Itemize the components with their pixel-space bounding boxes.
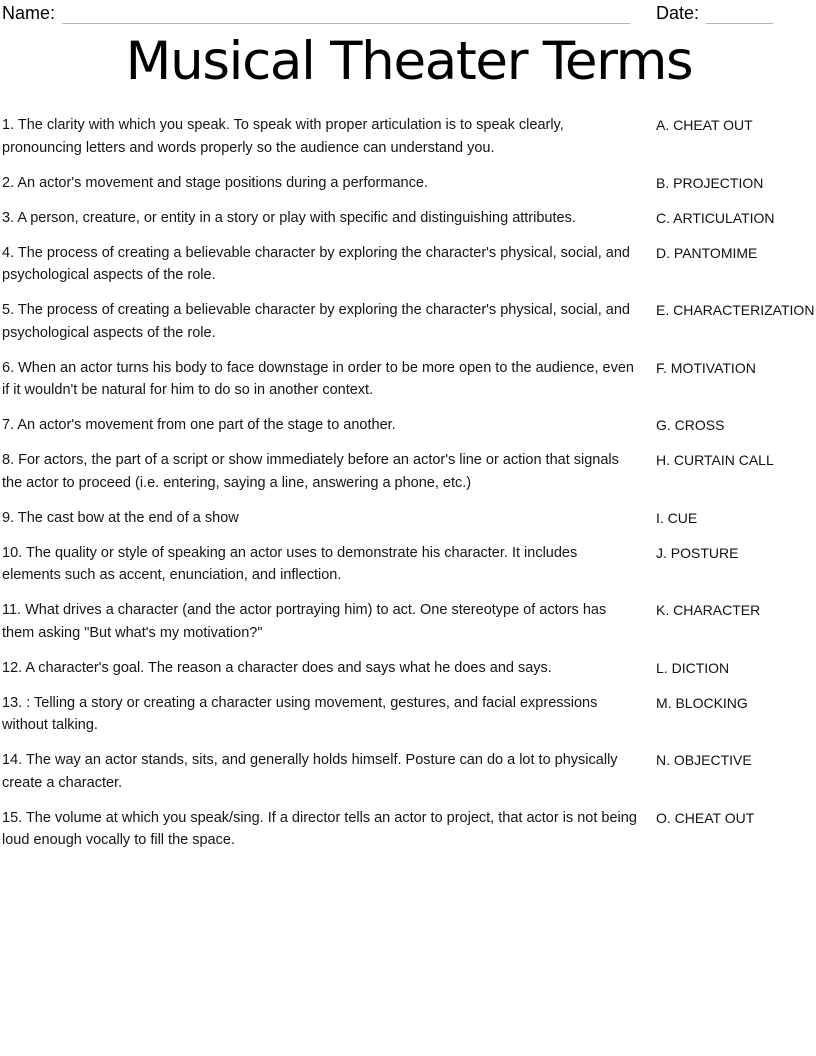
term-entry xyxy=(656,599,760,622)
item-definition: The process of creating a believable character by exploring the character's physical, social, and psychological aspects of the role. xyxy=(2,244,630,283)
term-entry xyxy=(656,807,754,830)
item-number: 9. xyxy=(2,509,15,526)
term-entry xyxy=(656,542,738,565)
term-name: CROSS xyxy=(674,417,725,433)
term-letter: B. xyxy=(656,174,670,191)
term-entry xyxy=(656,507,697,530)
term-name: CHEAT OUT xyxy=(673,117,753,133)
item-definition-text xyxy=(2,692,656,737)
item-definition-text xyxy=(2,507,656,530)
term-name: BLOCKING xyxy=(675,694,748,711)
item-number: 12. xyxy=(2,659,23,676)
item-definition: : Telling a story or creating a character using movement, gestures, and facial expressions without talking. xyxy=(2,694,598,733)
term-letter: C. xyxy=(656,209,670,226)
term-name: CHARACTER xyxy=(673,602,761,618)
term-entry xyxy=(656,357,756,380)
item-definition: The clarity with which you speak. To speak with proper articulation is to speak clearly, pronouncing letters and words properly so the audience can understand you. xyxy=(2,117,564,156)
item-definition-text xyxy=(2,242,656,287)
item-definition: An actor's movement from one part of the stage to another. xyxy=(17,417,396,433)
term-letter: E. xyxy=(656,302,670,318)
term-entry xyxy=(656,657,729,680)
item-definition: The quality or style of speaking an actor uses to demonstrate his character. It includes elements such as accent, enunciation, and inflection. xyxy=(2,544,578,583)
name-blank-line[interactable] xyxy=(62,8,630,24)
term-entry xyxy=(656,414,724,437)
item-definition-text xyxy=(2,414,656,437)
term-letter: G. xyxy=(656,417,671,433)
term-letter: L. xyxy=(656,659,668,676)
term-entry xyxy=(656,749,752,772)
item-definition: When an actor turns his body to face downstage in order to be more open to the audience, even if it wouldn't be natural for him to do so in another context. xyxy=(2,359,634,398)
item-number: 4. xyxy=(2,244,15,261)
item-number: 2. xyxy=(2,174,15,191)
term-name: CHEAT OUT xyxy=(674,809,755,826)
term-name: ARTICULATION xyxy=(673,209,775,226)
matching-list xyxy=(2,114,816,852)
item-definition-text xyxy=(2,172,656,195)
matching-row xyxy=(2,242,815,287)
item-number: 1. xyxy=(2,117,15,133)
matching-row xyxy=(2,414,815,437)
item-definition: The process of creating a believable character by exploring the character's physical, social, and psychological aspects of the role. xyxy=(2,302,630,341)
term-letter: F. xyxy=(656,359,667,376)
item-number: 6. xyxy=(2,359,15,376)
name-label: Name: xyxy=(2,3,56,23)
item-definition: The volume at which you speak/sing. If a director tells an actor to project, that actor is not being loud enough vocally to fill the space. xyxy=(2,809,637,848)
term-letter: J. xyxy=(656,544,667,561)
item-definition: A character's goal. The reason a character does and says what he does and says. xyxy=(25,659,552,676)
term-letter: A. xyxy=(656,117,670,133)
term-entry xyxy=(656,299,814,322)
item-definition-text xyxy=(2,749,656,794)
item-number: 7. xyxy=(2,417,15,433)
term-name: PANTOMIME xyxy=(673,244,758,261)
date-blank-line[interactable] xyxy=(706,8,773,24)
matching-row xyxy=(2,807,815,852)
matching-row xyxy=(2,449,815,494)
header-row xyxy=(2,2,816,24)
matching-row xyxy=(2,692,815,737)
matching-row xyxy=(2,299,815,344)
term-letter: H. xyxy=(656,452,670,468)
matching-row xyxy=(2,507,815,530)
term-entry xyxy=(656,242,757,265)
term-entry xyxy=(656,172,763,195)
item-definition-text xyxy=(2,449,656,494)
term-letter: I. xyxy=(656,509,664,526)
term-letter: M. xyxy=(656,694,672,711)
term-letter: O. xyxy=(656,809,671,826)
item-definition: The cast bow at the end of a show xyxy=(17,509,239,526)
term-name: CUE xyxy=(667,509,698,526)
matching-row xyxy=(2,357,815,402)
term-name: OBJECTIVE xyxy=(673,752,752,768)
term-name: POSTURE xyxy=(670,544,739,561)
item-number: 13. xyxy=(2,694,23,711)
term-name: DICTION xyxy=(671,659,730,676)
item-definition: What drives a character (and the actor portraying him) to act. One stereotype of actors has them asking "But what's my motivation?" xyxy=(2,602,607,641)
term-entry xyxy=(656,207,775,230)
matching-row xyxy=(2,749,815,794)
term-name: CURTAIN CALL xyxy=(673,452,774,468)
date-label: Date: xyxy=(656,3,700,23)
item-number: 8. xyxy=(2,452,15,468)
item-definition-text xyxy=(2,299,656,344)
item-definition-text xyxy=(2,114,656,159)
term-entry xyxy=(656,114,753,137)
item-definition: For actors, the part of a script or show immediately before an actor's line or action that signals the actor to proceed (i.e. entering, saying a line, answering a phone, etc.) xyxy=(2,452,619,491)
matching-row xyxy=(2,657,815,680)
item-definition-text xyxy=(2,657,656,680)
item-definition: The way an actor stands, sits, and generally holds himself. Posture can do a lot to physically create a character. xyxy=(2,752,618,791)
item-definition-text xyxy=(2,207,656,230)
item-number: 11. xyxy=(2,602,22,618)
term-name: CHARACTERIZATION xyxy=(673,302,815,318)
matching-row xyxy=(2,207,815,230)
term-name: PROJECTION xyxy=(673,174,764,191)
term-entry xyxy=(656,692,748,715)
item-definition-text xyxy=(2,357,656,402)
matching-row xyxy=(2,542,815,587)
page-title: Musical Theater Terms xyxy=(125,31,693,92)
term-letter: K. xyxy=(656,602,670,618)
item-number: 15. xyxy=(2,809,23,826)
matching-row xyxy=(2,599,815,644)
term-letter: N. xyxy=(656,752,670,768)
item-number: 14. xyxy=(2,752,23,768)
item-number: 10. xyxy=(2,544,23,561)
matching-row xyxy=(2,172,815,195)
item-definition: An actor's movement and stage positions during a performance. xyxy=(17,174,428,191)
term-entry xyxy=(656,449,774,472)
term-name: MOTIVATION xyxy=(670,359,756,376)
matching-row xyxy=(2,114,815,159)
item-definition-text xyxy=(2,542,656,587)
item-definition: A person, creature, or entity in a story or play with specific and distinguishing attributes. xyxy=(17,209,576,226)
item-definition-text xyxy=(2,807,656,852)
term-letter: D. xyxy=(656,244,670,261)
item-number: 5. xyxy=(2,302,15,318)
item-definition-text xyxy=(2,599,656,644)
item-number: 3. xyxy=(2,209,15,226)
